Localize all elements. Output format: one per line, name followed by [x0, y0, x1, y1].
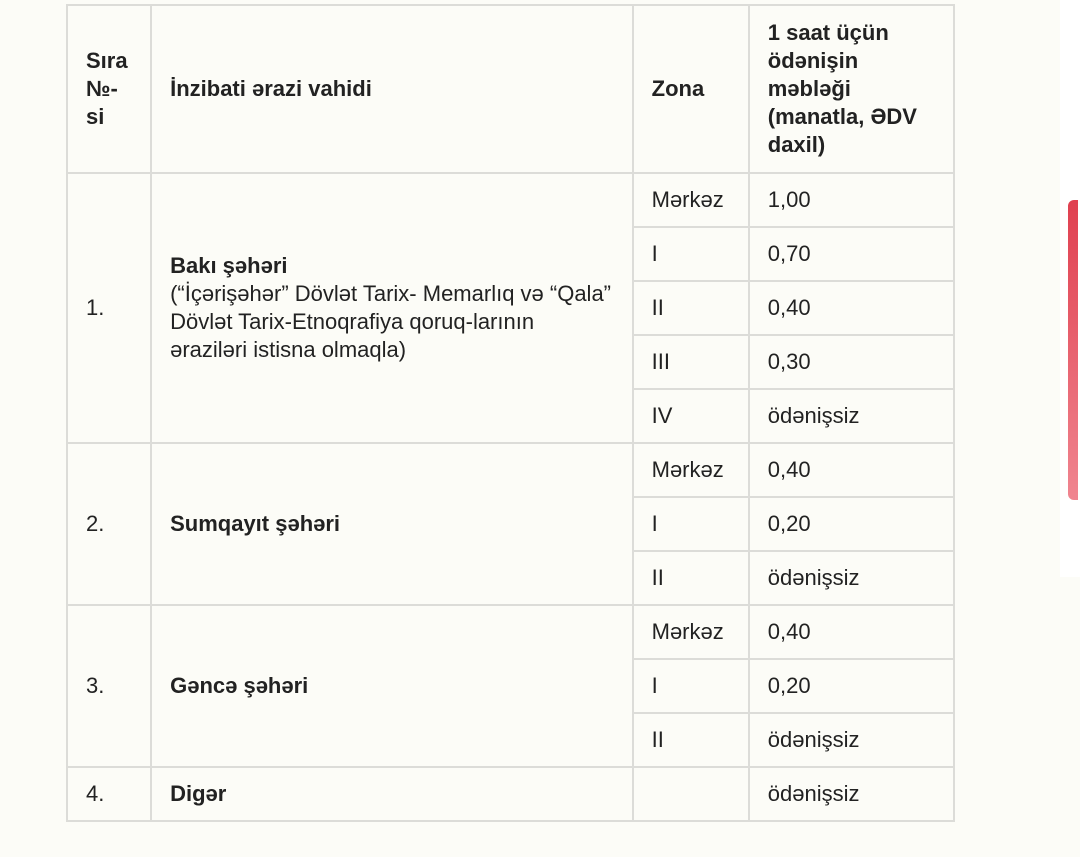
fee-cell: 0,40	[749, 605, 954, 659]
row-number: 2.	[67, 443, 151, 605]
admin-unit-cell	[151, 173, 633, 443]
zone-cell: II	[633, 713, 749, 767]
header-number: Sıra №-si	[67, 5, 151, 173]
zone-cell: Mərkəz	[633, 605, 749, 659]
fee-cell: ödənişsiz	[749, 767, 954, 821]
fee-cell: 0,70	[749, 227, 954, 281]
admin-unit-name: Digər	[151, 767, 633, 821]
fee-cell: 1,00	[749, 173, 954, 227]
fee-cell: 0,20	[749, 497, 954, 551]
admin-unit-note: (“İçərişəhər” Dövlət Tarix- Memarlıq və “Qala” Dövlət Tarix-Etnoqrafiya qoruq-larının əraziləri istisna olmaqla)	[170, 281, 612, 362]
parking-fee-table	[66, 4, 955, 822]
row-number: 4.	[67, 767, 151, 821]
admin-unit-name: Gəncə şəhəri	[151, 605, 633, 767]
zone-cell: III	[633, 335, 749, 389]
table-row	[67, 443, 954, 497]
zone-cell: I	[633, 497, 749, 551]
zone-cell: II	[633, 281, 749, 335]
fee-cell: 0,20	[749, 659, 954, 713]
zone-cell: I	[633, 659, 749, 713]
fee-cell: 0,40	[749, 281, 954, 335]
fee-cell: ödənişsiz	[749, 551, 954, 605]
zone-cell: Mərkəz	[633, 443, 749, 497]
fee-cell: ödənişsiz	[749, 713, 954, 767]
row-number: 1.	[67, 173, 151, 443]
row-number: 3.	[67, 605, 151, 767]
header-admin-unit: İnzibati ərazi vahidi	[151, 5, 633, 173]
admin-unit-name: Bakı şəhəri	[170, 253, 288, 278]
zone-cell: I	[633, 227, 749, 281]
zone-cell	[633, 767, 749, 821]
red-accent-decoration	[1068, 200, 1078, 500]
header-fee: 1 saat üçün ödənişin məbləği (manatla, ƏDV daxil)	[749, 5, 954, 173]
table-row	[67, 767, 954, 821]
zone-cell: IV	[633, 389, 749, 443]
table-row	[67, 605, 954, 659]
header-zone: Zona	[633, 5, 749, 173]
zone-cell: Mərkəz	[633, 173, 749, 227]
zone-cell: II	[633, 551, 749, 605]
fee-cell: 0,30	[749, 335, 954, 389]
table-header-row	[67, 5, 954, 173]
fee-cell: ödənişsiz	[749, 389, 954, 443]
admin-unit-name: Sumqayıt şəhəri	[151, 443, 633, 605]
fee-cell: 0,40	[749, 443, 954, 497]
table-row	[67, 173, 954, 227]
